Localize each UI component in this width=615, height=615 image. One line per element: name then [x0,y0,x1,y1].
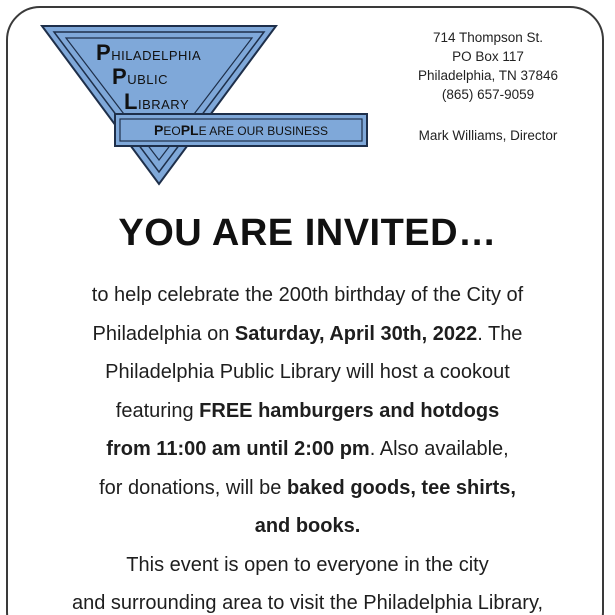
address-street: 714 Thompson St. [432,30,544,45]
address-city: Philadelphia, TN 37846 [417,68,559,83]
director-name: Mark Williams, Director [418,128,558,143]
address-phone: (865) 657-9059 [441,87,535,102]
body-line: featuring FREE hamburgers and hotdogs [115,399,500,422]
body-line: This event is open to everyone in the city [126,553,489,576]
body-line: Philadelphia Public Library will host a cookout [105,361,510,383]
free-food: FREE hamburgers and hotdogs [199,399,500,422]
logo-tagline: PEOPLE ARE OUR BUSINESS [154,122,328,138]
logo-rest: IBRARY [137,97,190,112]
logo-cap: L [124,89,138,114]
logo-rest: UBLIC [127,72,168,87]
body-line: Philadelphia on Saturday, April 30th, 2022. The [92,322,523,345]
invitation-headline: YOU ARE INVITED… [118,212,497,254]
event-time: from 11:00 am until 2:00 pm [106,438,370,460]
logo-line-public [112,64,168,90]
logo-triangle-graphic [40,24,370,189]
invitation-body [20,276,595,615]
address-po-box: PO Box 117 [452,49,524,64]
logo-cap: P [96,40,112,65]
event-date: Saturday, April 30th, 2022 [234,322,478,345]
donation-items: baked goods, tee shirts, [286,476,516,499]
logo-rest: HILADELPHIA [111,48,202,63]
logo-line-philadelphia [96,40,201,66]
library-logo [40,24,370,189]
body-line: for donations, will be baked goods, tee shirts, [99,476,516,499]
logo-cap: P [112,64,128,89]
library-address [388,28,588,104]
body-line: to help celebrate the 200th birthday of the City of [91,284,524,306]
body-line: and surrounding area to visit the Philadelphia Library, [71,592,544,614]
body-line: from 11:00 am until 2:00 pm. Also available, [106,438,509,460]
body-line: and books. [254,515,361,537]
logo-line-library [124,89,189,115]
